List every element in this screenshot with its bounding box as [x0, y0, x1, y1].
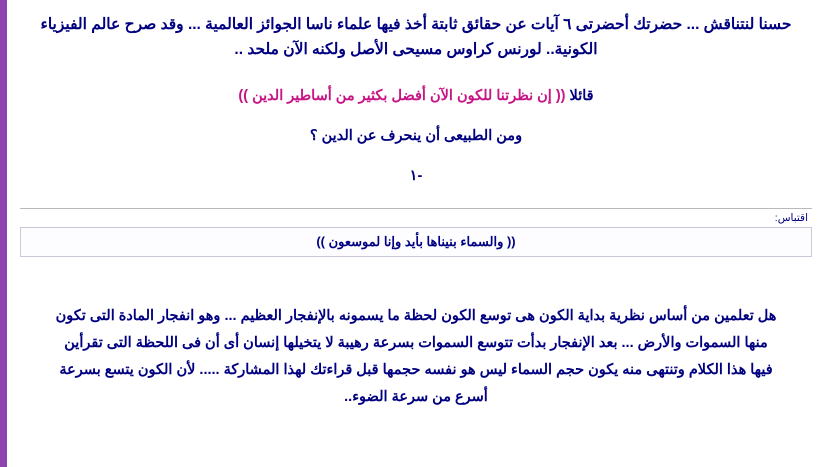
saying-text: (( إن نظرتنا للكون الآن أفضل بكثير من أساطير الدين )) [238, 88, 566, 104]
intro-line-1: حسنا لنتناقش ... حضرتك أحضرتى ٦ آيات عن حقائق ثابتة أخذ فيها علماء ناسا الجوائز العالمية ... وقد صرح عالم الفيزياء [40, 16, 792, 33]
quote-label: اقتباس: [774, 212, 808, 224]
accent-bar-segment-top [0, 0, 7, 236]
body-paragraph [30, 303, 802, 411]
question-line: ومن الطبيعى أن ينحرف عن الدين ؟ [309, 128, 523, 144]
saying-lead: قائلا [569, 88, 594, 104]
quote-content: (( والسماء بنيناها بأيد وإنا لموسعون )) [20, 227, 812, 257]
body-line-3: فيها هذا الكلام وتنتهى منه يكون حجم السماء ليس هو نفسه حجمها قبل قراءتك لهذا المشاركة ..... لأن الكون يتسع بسرعة [59, 362, 773, 378]
numbering-marker: -١ [409, 168, 423, 184]
body-line-1: هل تعلمين من أساس نظرية بداية الكون هى توسع الكون لحظة ما يسمونه بالإنفجار العظيم ... وهو انفجار المادة التى تكون [55, 308, 777, 324]
quote-block [20, 208, 812, 257]
body-line-2: منها السموات والأرض ... بعد الإنفجار بدأت تتوسع السموات بسرعة رهيبة لا يتخيلها إنسان أى أن فى اللحظة التى تقرأين [64, 335, 768, 351]
intro-line-2: الكونية.. لورنس كراوس مسيحى الأصل ولكنه الآن ملحد .. [234, 41, 598, 58]
intro-paragraph [20, 12, 812, 62]
left-accent-bar [0, 0, 7, 467]
accent-bar-segment-bottom [0, 236, 7, 467]
saying-line [14, 84, 818, 108]
body-line-4: أسرع من سرعة الضوء.. [344, 389, 488, 405]
